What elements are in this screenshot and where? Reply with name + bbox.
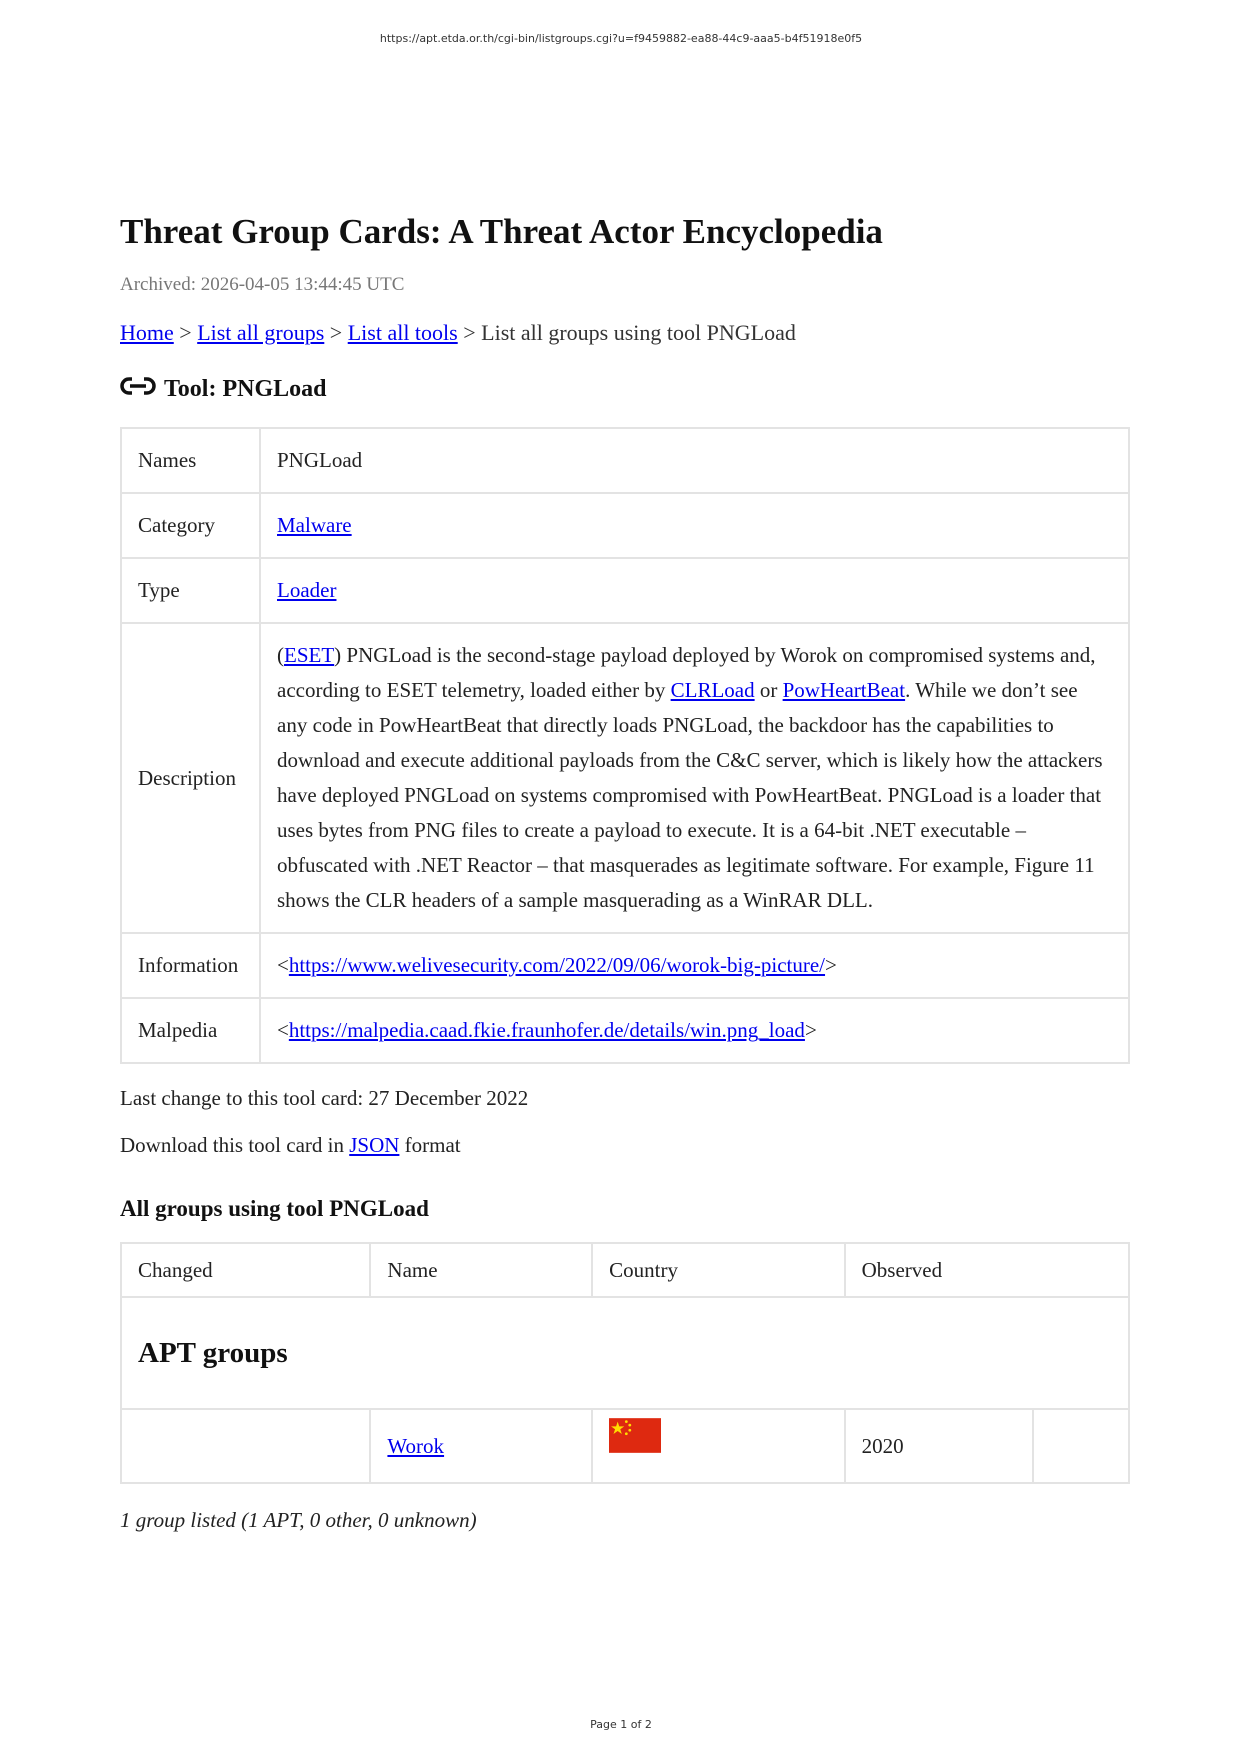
breadcrumb-home-link[interactable]: Home [120,320,174,345]
tool-row-description [121,623,1129,933]
row-observed: 2020 [845,1409,1034,1483]
lt-bracket: < [277,953,289,977]
main-content [120,210,1130,1533]
description-text-1: ) PNGLoad is the second-stage payload deployed by Worok on compromised systems and, according to ESET telemetry, loaded either by [277,643,1096,702]
row-country-cell [592,1409,845,1483]
information-label: Information [121,933,260,998]
link-icon [120,377,156,397]
clrload-link[interactable]: CLRLoad [670,678,755,702]
page-title: Threat Group Cards: A Threat Actor Encyclopedia [120,212,883,251]
group-link-worok[interactable]: Worok [387,1433,445,1458]
breadcrumb-separator: > [173,320,198,345]
json-download-link[interactable]: JSON [349,1133,400,1157]
tool-heading [120,376,1130,403]
row-name-cell [370,1409,592,1483]
last-change-text: Last change to this tool card: 27 December 2022 [120,1086,529,1110]
tool-heading-text: Tool: PNGLoad [164,376,327,402]
breadcrumb-list-tools-link[interactable]: List all tools [347,320,458,345]
print-url: https://apt.etda.or.th/cgi-bin/listgroups.cgi?u=f9459882-ea88-44c9-aaa5-b4f51918e0f5 [379,32,863,45]
type-link[interactable]: Loader [277,578,337,602]
table-row [121,1409,1129,1483]
information-link[interactable]: https://www.welivesecurity.com/2022/09/06/worok-big-picture/ [288,953,826,977]
description-source-link[interactable]: ESET [284,643,335,667]
breadcrumb [120,320,1130,346]
description-label: Description [121,623,260,933]
breadcrumb-separator: > [457,320,482,345]
powheartbeat-link[interactable]: PowHeartBeat [782,678,906,702]
row-extra-cell [1033,1409,1129,1483]
breadcrumb-list-groups-link[interactable]: List all groups [197,320,325,345]
type-label: Type [121,558,260,623]
section-title-apt: APT groups [121,1297,1129,1409]
groups-table [120,1242,1130,1484]
tool-card-table [120,427,1130,1064]
information-cell [260,933,1129,998]
description-open-paren: ( [277,643,284,667]
tool-row-names [121,428,1129,493]
tool-row-category [121,493,1129,558]
lt-bracket: < [277,1018,289,1042]
description-or: or [754,678,783,702]
groups-heading: All groups using tool PNGLoad [120,1196,429,1221]
china-flag-icon [609,1418,661,1453]
download-line [120,1133,1130,1158]
malpedia-link[interactable]: https://malpedia.caad.fkie.fraunhofer.de/details/win.png_load [288,1018,805,1042]
category-label: Category [121,493,260,558]
description-cell [260,623,1129,933]
gt-bracket: > [804,1018,817,1042]
description-text-2: . While we don’t see any code in PowHeartBeat that directly loads PNGLoad, the backdoor has the capabilities to download and execute additional payloads from the C&C server, which is likely how the attackers have deployed PNGLoad on systems compromised with PowHeartBeat. PNGLoad is a loader that uses bytes from PNG files to create a payload to execute. It is a 64-bit .NET executable – obfuscated with .NET Reactor – that masquerades as legitimate software. For example, Figure 11 shows the CLR headers of a sample masquerading as a WinRAR DLL. [277,678,1103,912]
malpedia-label: Malpedia [121,998,260,1063]
names-value: PNGLoad [260,428,1129,493]
malpedia-cell [260,998,1129,1063]
names-label: Names [121,428,260,493]
download-text-after: format [399,1133,461,1157]
header-country: Country [592,1243,845,1297]
section-row-apt [121,1297,1129,1409]
breadcrumb-current: List all groups using tool PNGLoad [481,320,796,345]
category-link[interactable]: Malware [277,513,352,537]
category-cell [260,493,1129,558]
groups-summary: 1 group listed (1 APT, 0 other, 0 unknown) [120,1508,477,1532]
tool-row-malpedia [121,998,1129,1063]
header-changed: Changed [121,1243,370,1297]
breadcrumb-separator: > [324,320,348,345]
tool-row-information [121,933,1129,998]
archived-timestamp: Archived: 2026-04-05 13:44:45 UTC [120,274,405,295]
groups-header-row [121,1243,1129,1297]
header-name: Name [370,1243,592,1297]
row-changed [121,1409,370,1483]
type-cell [260,558,1129,623]
tool-row-type [121,558,1129,623]
header-observed: Observed [845,1243,1129,1297]
gt-bracket: > [825,953,837,977]
page-number: Page 1 of 2 [590,1718,652,1731]
download-text-before: Download this tool card in [120,1133,350,1157]
